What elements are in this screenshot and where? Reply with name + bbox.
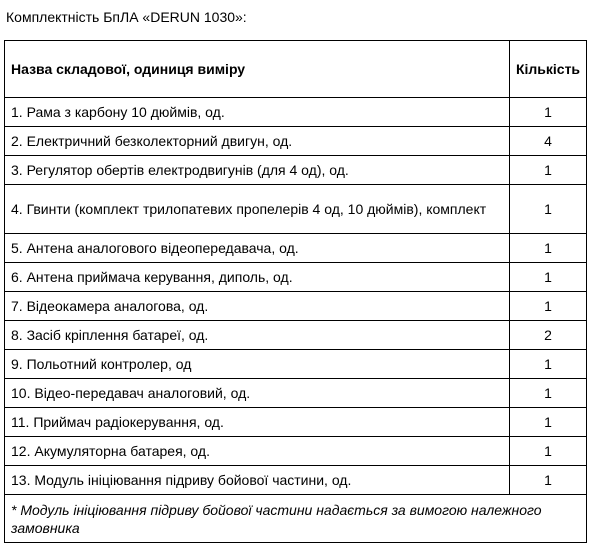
component-name-cell: 12. Акумуляторна батарея, од. xyxy=(5,437,510,466)
table-row xyxy=(5,185,587,234)
table-row xyxy=(5,292,587,321)
component-name-cell: 4. Гвинти (комплект трилопатевих пропелерів 4 од, 10 дюймів), комплект xyxy=(5,185,510,234)
table-footnote-row xyxy=(5,495,587,543)
component-name-cell: 2. Електричний безколекторний двигун, од. xyxy=(5,127,510,156)
table-row xyxy=(5,127,587,156)
table-row xyxy=(5,98,587,127)
component-quantity-cell: 1 xyxy=(510,156,587,185)
component-quantity-cell: 1 xyxy=(510,466,587,495)
header-quantity-cell: Кількість xyxy=(510,41,587,98)
component-quantity-cell: 1 xyxy=(510,437,587,466)
table-row xyxy=(5,466,587,495)
table-row xyxy=(5,379,587,408)
component-name-cell: 10. Відео-передавач аналоговий, од. xyxy=(5,379,510,408)
table-row xyxy=(5,408,587,437)
header-name-cell: Назва складової, одиниця виміру xyxy=(5,41,510,98)
component-quantity-cell: 1 xyxy=(510,98,587,127)
table-row xyxy=(5,156,587,185)
component-name-cell: 3. Регулятор обертів електродвигунів (для 4 од), од. xyxy=(5,156,510,185)
component-name-cell: 8. Засіб кріплення батареї, од. xyxy=(5,321,510,350)
table-row xyxy=(5,234,587,263)
table-header-row xyxy=(5,41,587,98)
table-row xyxy=(5,263,587,292)
component-quantity-cell: 1 xyxy=(510,350,587,379)
component-name-cell: 13. Модуль ініціювання підриву бойової частини, од. xyxy=(5,466,510,495)
component-quantity-cell: 1 xyxy=(510,379,587,408)
table-row xyxy=(5,437,587,466)
component-name-cell: 9. Польотний контролер, од xyxy=(5,350,510,379)
components-table xyxy=(4,40,587,543)
component-name-cell: 7. Відеокамера аналогова, од. xyxy=(5,292,510,321)
component-quantity-cell: 4 xyxy=(510,127,587,156)
component-name-cell: 11. Приймач радіокерування, од. xyxy=(5,408,510,437)
component-quantity-cell: 1 xyxy=(510,263,587,292)
table-row xyxy=(5,350,587,379)
component-quantity-cell: 1 xyxy=(510,408,587,437)
component-name-cell: 1. Рама з карбону 10 дюймів, од. xyxy=(5,98,510,127)
component-quantity-cell: 1 xyxy=(510,292,587,321)
component-quantity-cell: 2 xyxy=(510,321,587,350)
footnote-text: * Модуль ініціювання підриву бойової частини надається за вимогою належного замовника xyxy=(5,495,587,543)
component-quantity-cell: 1 xyxy=(510,234,587,263)
document-caption: Комплектність БпЛА «DERUN 1030»: xyxy=(6,9,247,25)
component-quantity-cell: 1 xyxy=(510,185,587,234)
component-name-cell: 6. Антена приймача керування, диполь, од. xyxy=(5,263,510,292)
table-row xyxy=(5,321,587,350)
component-name-cell: 5. Антена аналогового відеопередавача, од. xyxy=(5,234,510,263)
